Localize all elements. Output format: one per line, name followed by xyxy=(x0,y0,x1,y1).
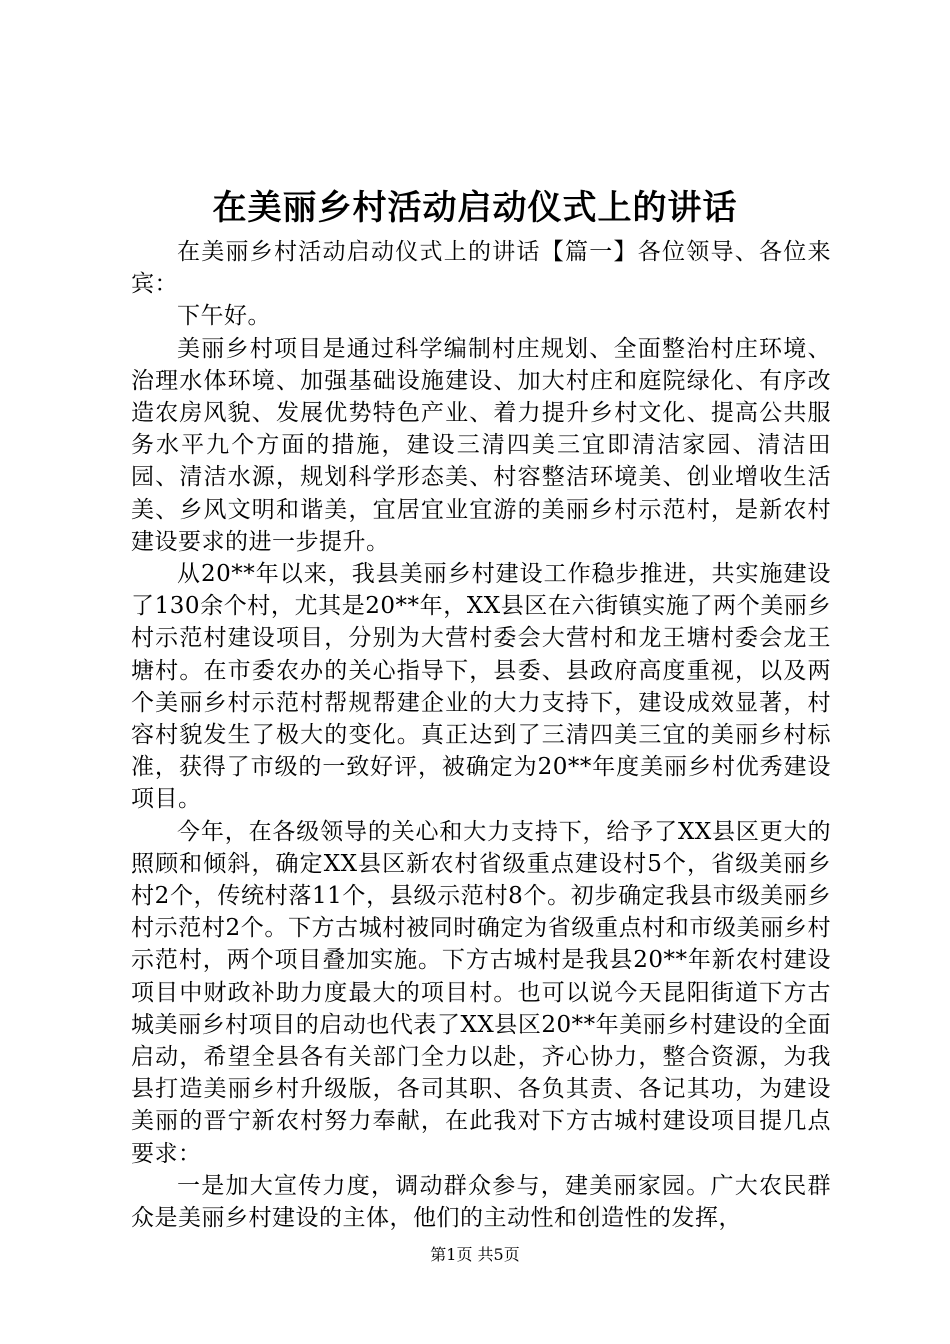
paragraph-progress: 从20**年以来，我县美丽乡村建设工作稳步推进，共实施建设了130余个村，尤其是20**年，XX县区在六街镇实施了两个美丽乡村示范村建设项目，分别为大营村委会大营村和龙王塘村委会龙王塘村。在市委农办的关心指导下，县委、县政府高度重视，以及两个美丽乡村示范村帮规帮建企业的大力支持下，建设成效显著，村容村貌发生了极大的变化。真正达到了三清四美三宜的美丽乡村标准，获得了市级的一致好评，被确定为20**年度美丽乡村优秀建设项目。 xyxy=(131,561,831,813)
document-title: 在美丽乡村活动启动仪式上的讲话 xyxy=(212,188,738,228)
paragraph-this-year: 今年，在各级领导的关心和大力支持下，给予了XX县区更大的照顾和倾斜，确定XX县区新农村省级重点建设村5个，省级美丽乡村2个，传统村落11个，县级示范村8个。初步确定我县市级美丽乡村示范村2个。下方古城村被同时确定为省级重点村和市级美丽乡村示范村，两个项目叠加实施。下方古城村是我县20**年新农村建设项目中财政补助力度最大的项目村。也可以说今天昆阳街道下方古城美丽乡村项目的启动也代表了XX县区20**年美丽乡村建设的全面启动，希望全县各有关部门全力以赴，齐心协力，整合资源，为我县打造美丽乡村升级版，各司其职、各负其责、各记其功，为建设美丽的晋宁新农村努力奉献，在此我对下方古城村建设项目提几点要求： xyxy=(131,818,831,1167)
paragraph-requirement-one: 一是加大宣传力度，调动群众参与，建美丽家园。广大农民群众是美丽乡村建设的主体，他们的主动性和创造性的发挥， xyxy=(131,1172,831,1232)
paragraph-salutation: 下午好。 xyxy=(177,303,271,330)
paragraph-project-intro: 美丽乡村项目是通过科学编制村庄规划、全面整治村庄环境、治理水体环境、加强基础设施建设、加大村庄和庭院绿化、有序改造农房风貌、发展优势特色产业、着力提升乡村文化、提高公共服务水平九个方面的措施，建设三清四美三宜即清洁家园、清洁田园、清洁水源，规划科学形态美、村容整洁环境美、创业增收生活美、乡风文明和谐美，宜居宜业宜游的美丽乡村示范村，是新农村建设要求的进一步提升。 xyxy=(131,335,831,555)
paragraph-greeting: 在美丽乡村活动启动仪式上的讲话【篇一】各位领导、各位来宾： xyxy=(131,239,831,298)
page-number-footer: 第1页 共5页 xyxy=(430,1245,520,1264)
document-body xyxy=(131,236,831,1234)
